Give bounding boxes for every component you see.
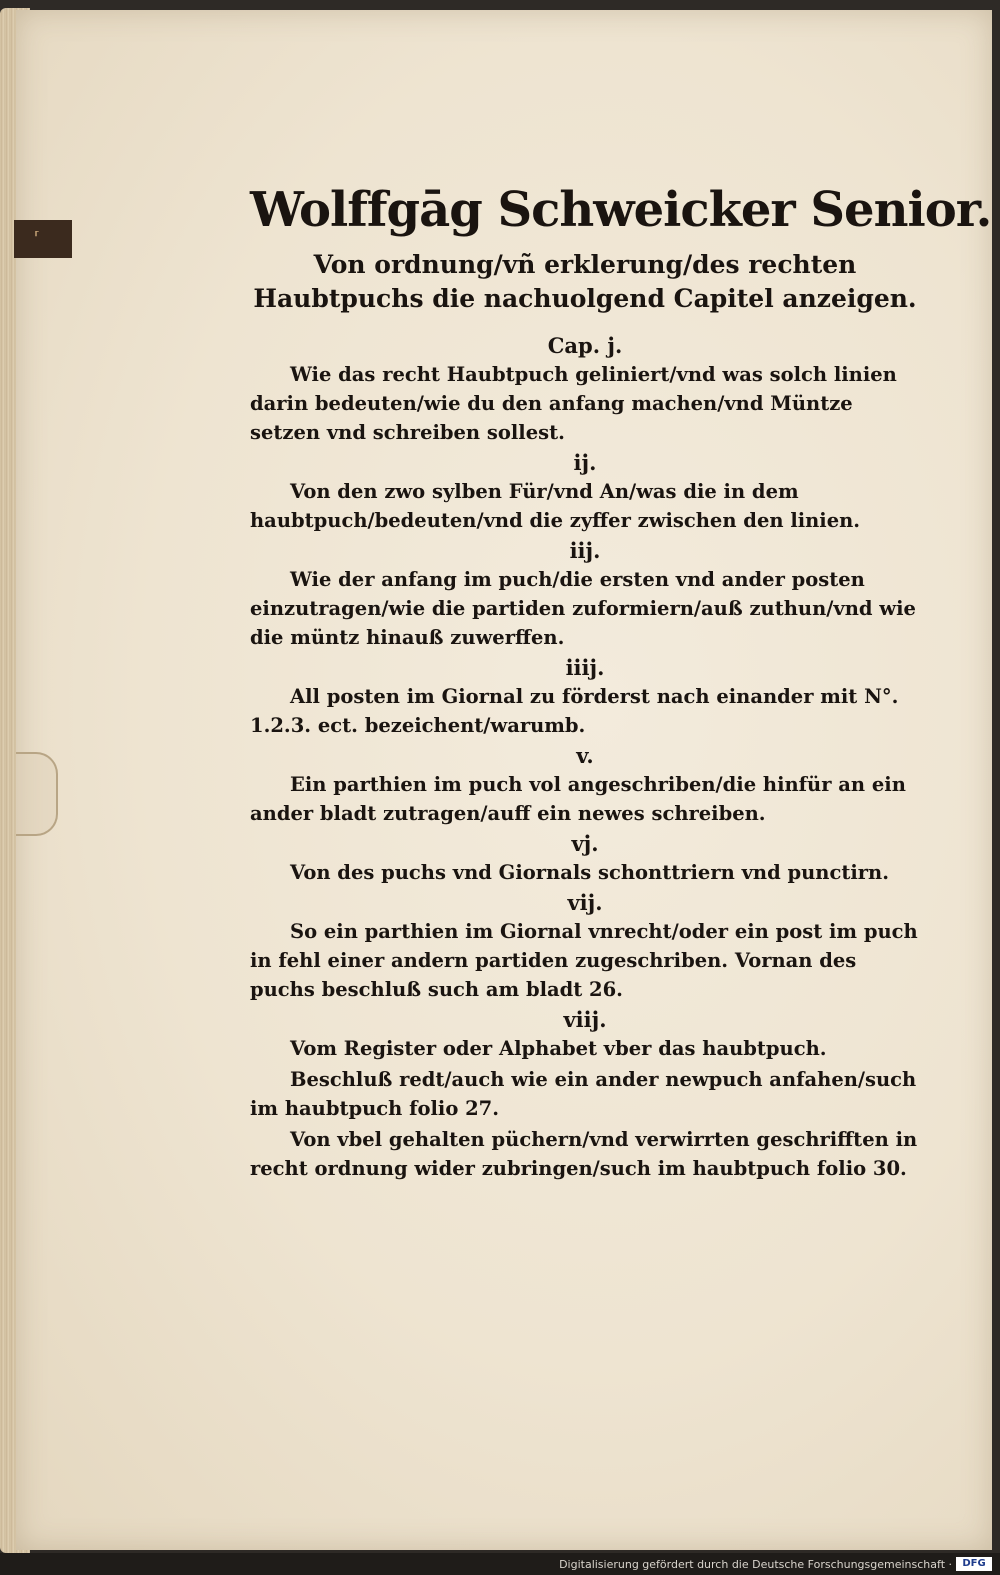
chapter-number: Cap. j. bbox=[547, 333, 623, 358]
chapter-entry: Vom Register oder Alphabet vber das haubtpuch. bbox=[290, 1037, 827, 1060]
chapter-number: v. bbox=[576, 743, 594, 768]
chapter-number: viij. bbox=[563, 1007, 607, 1032]
chapter-entry: Von den zwo sylben Für/vnd An/was die in dem haubtpuch/bedeuten/vnd die zyffer zwischen den linien. bbox=[250, 480, 861, 532]
chapter-list bbox=[250, 332, 920, 1183]
digitization-footer bbox=[0, 1553, 1000, 1575]
chapter-number: iiij. bbox=[565, 655, 605, 680]
chapter-number: iij. bbox=[569, 538, 601, 563]
page-tab-marker bbox=[14, 220, 72, 258]
dfg-logo: DFG bbox=[956, 1557, 992, 1571]
chapter-entry: Von des puchs vnd Giornals schonttriern vnd punctirn. bbox=[290, 861, 890, 884]
chapter-number: vj. bbox=[571, 831, 599, 856]
chapter-entry: Ein parthien im puch vol angeschriben/die hinfür an ein ander bladt zutragen/auff ein newes schreiben. bbox=[250, 773, 906, 825]
chapter-entry: Wie das recht Haubtpuch geliniert/vnd was solch linien darin bedeuten/wie du den anfang machen/vnd Müntze setzen vnd schreiben sollest. bbox=[250, 363, 897, 444]
chapter-entry: So ein parthien im Giornal vnrecht/oder ein post im puch in fehl einer andern partiden zugeschriben. Vornan des puchs beschluß such am bladt 26. bbox=[250, 920, 918, 1001]
table-of-contents bbox=[250, 180, 992, 1185]
chapter-number: vij. bbox=[567, 890, 603, 915]
closing-entry: Von vbel gehalten püchern/vnd verwirrten geschrifften in recht ordnung wider zubringen/such im haubtpuch folio 30. bbox=[250, 1128, 918, 1180]
book-clasp bbox=[16, 752, 58, 836]
chapter-entry: Wie der anfang im puch/die ersten vnd ander posten einzutragen/wie die partiden zuformiern/auß zuthun/vnd wie die müntz hinauß zuwerffen. bbox=[250, 568, 916, 649]
tab-marker-glyph: ⸢ bbox=[34, 228, 40, 246]
chapter-entry: All posten im Giornal zu förderst nach einander mit N°. 1.2.3. ect. bezeichent/warumb. bbox=[250, 685, 899, 737]
closing-entry: Beschluß redt/auch wie ein ander newpuch anfahen/such im haubtpuch folio 27. bbox=[250, 1068, 917, 1120]
page-subtitle: Von ordnung/vñ erklerung/des rechten Haubtpuchs die nachuolgend Capitel anzeigen. bbox=[253, 250, 917, 313]
funding-credit: Digitalisierung gefördert durch die Deutsche Forschungsgemeinschaft · bbox=[559, 1558, 952, 1571]
page-title: Wolffgāg Schweicker Senior. bbox=[250, 182, 992, 238]
chapter-number: ij. bbox=[573, 450, 597, 475]
